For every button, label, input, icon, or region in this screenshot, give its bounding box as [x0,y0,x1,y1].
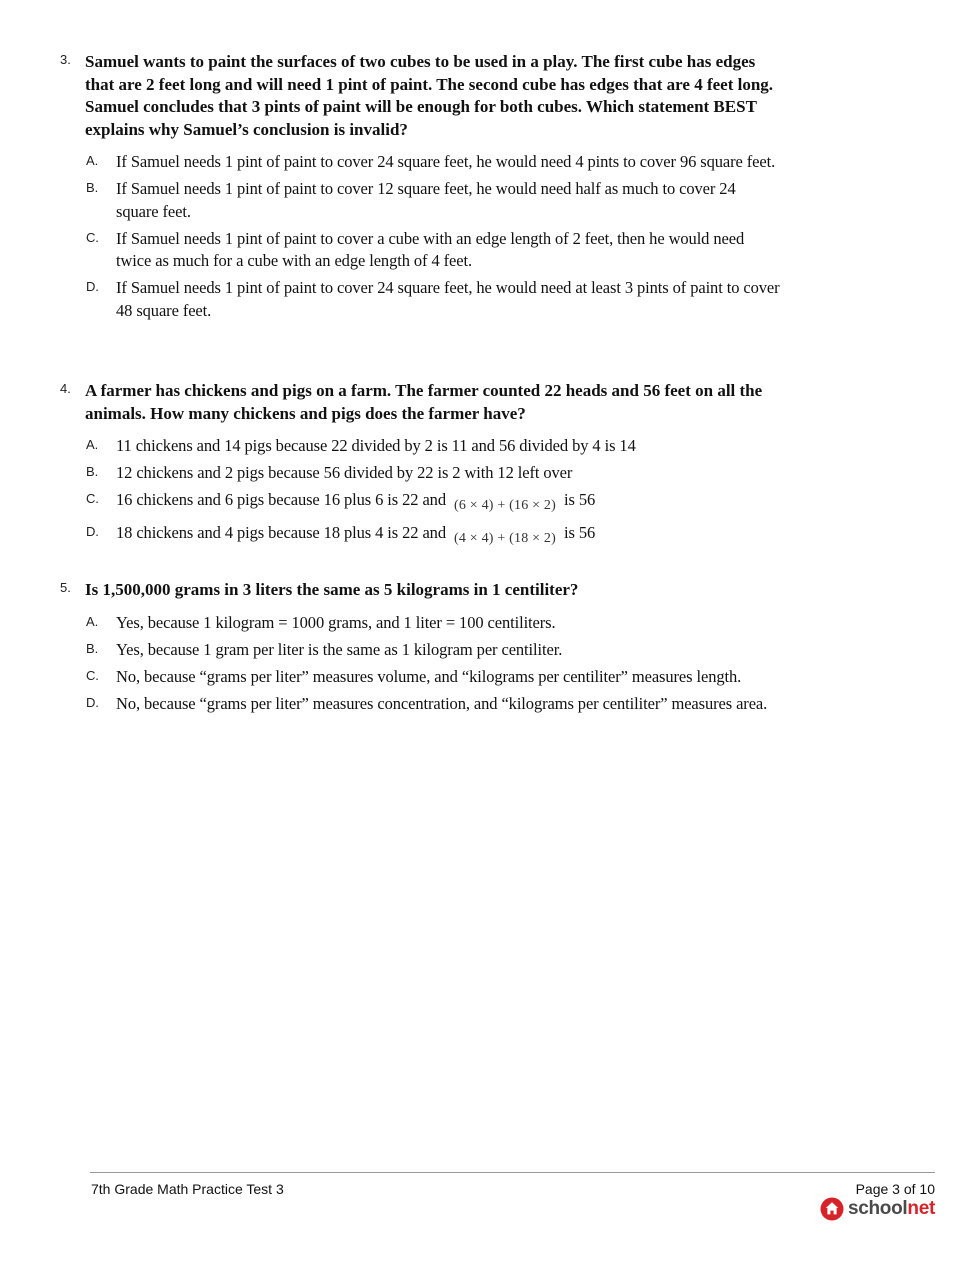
choice-letter: C. [86,491,99,506]
house-in-circle-icon [820,1197,844,1221]
choice-letter: C. [86,229,99,245]
choice-text-after: is 56 [563,490,596,509]
choice-text: 16 chickens and 6 pigs because 16 plus 6 is 22 and [116,490,446,509]
choice-letter: A. [86,613,99,629]
footer-page-number: Page 3 of 10 [855,1181,935,1197]
footer-test-title: 7th Grade Math Practice Test 3 [91,1181,284,1197]
choice-text: If Samuel needs 1 pint of paint to cover 24 square feet, he would need 4 pints to cover 96 square feet. [116,152,776,171]
choice-text: If Samuel needs 1 pint of paint to cover 12 square feet, he would need half as much to cover 24 square feet. [116,179,736,221]
logo-wordmark: schoolnet [847,1198,935,1219]
choice-text: No, because “grams per liter” measures concentration, and “kilograms per centiliter” measures area. [116,693,768,713]
choice-letter: A. [86,437,99,452]
question-header [60,380,780,425]
answer-choices [60,151,780,322]
choice-letter: A. [86,153,99,168]
choice-text: 11 chickens and 14 pigs because 22 divided by 2 is 11 and 56 divided by 4 is 14 [116,436,636,455]
question-number: 4. [60,381,71,396]
answer-choice-d[interactable] [60,522,780,551]
choice-text: Yes, because 1 gram per liter is the same as 1 kilogram per centiliter. [116,639,563,659]
choice-letter: C. [86,667,99,683]
choice-text: 18 chickens and 4 pigs because 18 plus 4 is 22 and [116,523,446,542]
question-header [60,51,780,141]
question-stem: Is 1,500,000 grams in 3 liters the same as 5 kilograms in 1 centiliter? [85,580,579,599]
answer-choices [60,612,780,716]
choice-text: If Samuel needs 1 pint of paint to cover a cube with an edge length of 2 feet, then he would need twice as much for a cube with an edge length of 4 feet. [116,228,745,270]
choice-text-after: is 56 [563,523,596,542]
answer-choice-a[interactable] [60,151,780,174]
schoolnet-logo [820,1195,935,1223]
choice-letter: D. [86,694,99,710]
question-stem: Samuel wants to paint the surfaces of two cubes to be used in a play. The first cube has edges that are 2 feet long and will need 1 pint of paint. The second cube has edges that are 4 feet long. Samuel concludes that 3 pints of paint will be enough for both cubes. Which statement BEST explains why Samuel’s conclusion is invalid? [85,52,774,139]
answer-choice-c[interactable] [60,489,780,518]
choice-letter: B. [86,640,99,656]
answer-choice-d[interactable] [60,693,780,716]
answer-choice-b[interactable] [60,462,780,485]
answer-choice-d[interactable] [60,277,780,322]
choice-text: If Samuel needs 1 pint of paint to cover 24 square feet, he would need at least 3 pints of paint to cover 48 square feet. [116,278,780,320]
question-stem: A farmer has chickens and pigs on a farm. The farmer counted 22 heads and 56 feet on all the animals. How many chickens and pigs does the farmer have? [85,381,763,423]
answer-choice-c[interactable] [60,666,780,689]
choice-letter: D. [86,279,99,294]
choice-text: Yes, because 1 kilogram = 1000 grams, and 1 liter = 100 centiliters. [116,612,556,632]
choice-text: 12 chickens and 2 pigs because 56 divided by 22 is 2 with 12 left over [116,463,573,482]
question-number: 3. [60,52,71,67]
math-expression: (4 × 4) + (18 × 2) [454,531,556,546]
question-header [60,579,780,602]
question-number: 5. [60,580,71,595]
choice-letter: B. [86,464,99,479]
choice-letter: B. [86,180,99,195]
answer-choice-b[interactable] [60,178,780,223]
footer-divider [90,1172,935,1173]
question-3 [60,51,780,327]
answer-choice-b[interactable] [60,639,780,662]
answer-choices [60,435,780,551]
choice-text: No, because “grams per liter” measures volume, and “kilograms per centiliter” measures length. [116,666,742,686]
answer-choice-a[interactable] [60,612,780,635]
answer-choice-a[interactable] [60,435,780,458]
choice-letter: D. [86,524,99,539]
question-5 [60,579,780,720]
math-expression: (6 × 4) + (16 × 2) [454,498,556,513]
question-4 [60,380,780,555]
answer-choice-c[interactable] [60,228,780,273]
